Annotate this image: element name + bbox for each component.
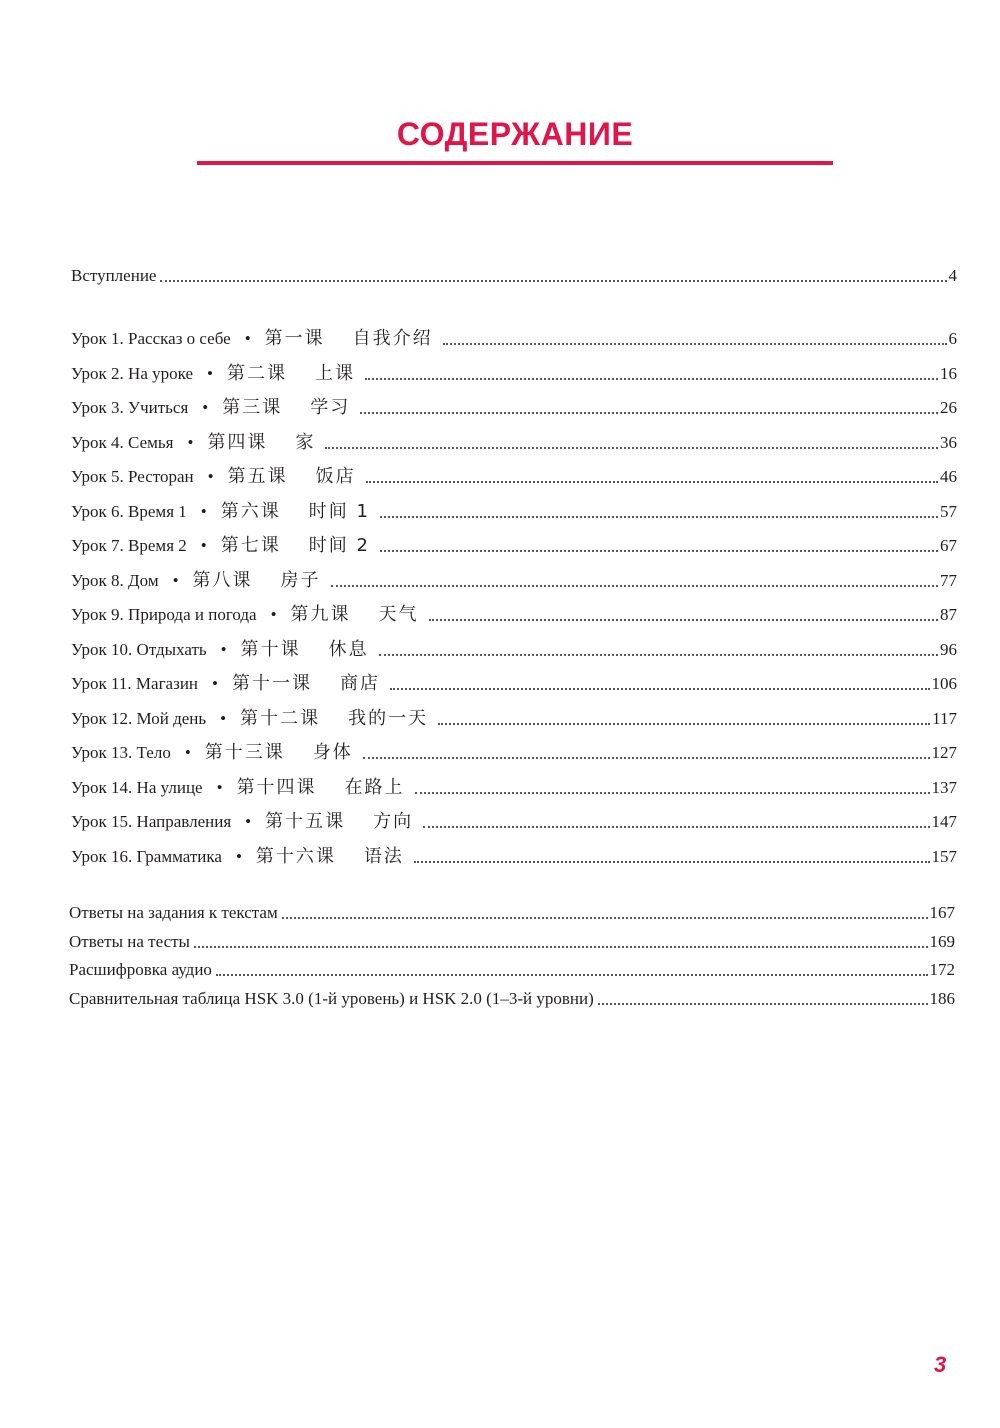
toc-entry-lesson[interactable] [71,635,957,661]
chinese-lesson-number: 第三课 [222,397,283,418]
bullet-separator: • [216,777,223,797]
chinese-lesson-number: 第十一课 [231,673,312,694]
bullet-separator: • [220,639,227,659]
bullet-separator: • [245,812,252,831]
bullet-separator: • [202,398,209,417]
dot-leader [325,447,938,449]
dot-leader [365,378,938,380]
toc-entry-lesson[interactable] [71,359,957,385]
chinese-lesson-title: 房子 [280,569,321,591]
chinese-lesson-title: 语法 [363,845,404,867]
toc-entry-page: 117 [932,708,957,728]
chinese-lesson-number: 第七课 [220,535,281,556]
bullet-separator: • [220,708,227,728]
toc-entry-appendix[interactable] [69,898,955,924]
dot-leader [390,688,930,690]
dot-leader [598,1003,928,1005]
dot-leader [423,826,929,828]
bullet-separator: • [207,467,214,486]
chinese-lesson-title: 天气 [378,604,419,625]
dot-leader [216,974,928,976]
dot-leader [363,757,930,759]
toc-entry-lesson[interactable] [71,566,957,592]
dot-leader [360,412,938,414]
toc-entry-page: 26 [940,398,957,417]
toc-entry-lesson[interactable] [71,324,957,350]
toc-entry-page: 16 [940,363,957,383]
dot-leader [160,280,946,282]
toc-entry-label: Урок 13. Тело [71,743,171,762]
toc-entry-label: Урок 7. Время 2 [71,536,187,555]
dot-leader [379,654,938,656]
toc-entry-label: Урок 8. Дом [71,570,159,590]
toc-entry-lesson[interactable] [71,497,957,523]
dot-leader [429,619,938,621]
page-title: СОДЕРЖАНИЕ [396,116,634,152]
chinese-lesson-number: 第十课 [240,638,301,660]
toc-entry-page: 157 [931,846,957,866]
toc-entry-page: 36 [940,432,957,452]
toc-entry-lesson[interactable] [71,669,957,695]
chinese-lesson-title: 休息 [328,638,369,660]
dot-leader [366,481,938,483]
toc-entry-label: Урок 15. Направления [71,812,232,831]
chinese-lesson-title: 商店 [339,673,380,694]
toc-entry-appendix[interactable] [69,927,955,953]
chinese-lesson-title: 饭店 [315,466,356,487]
toc-entry-page: 169 [929,931,955,951]
toc-entry-page: 186 [929,988,955,1008]
bullet-separator: • [207,363,213,383]
toc-entry-label: Ответы на задания к текстам [69,903,278,922]
chinese-lesson-number: 第九课 [290,604,351,625]
chinese-lesson-number: 第八课 [192,569,253,591]
toc-entry-lesson[interactable] [71,393,957,419]
toc-entry-label: Урок 2. На уроке [71,363,194,383]
bullet-separator: • [270,605,277,624]
dot-leader [331,585,938,587]
chinese-lesson-number: 第四课 [207,431,268,453]
toc-entry-appendix[interactable] [69,984,955,1010]
chinese-lesson-title: 我的一天 [348,707,429,729]
toc-entry-page: 4 [948,266,957,285]
toc-entry-page: 96 [940,639,957,659]
chinese-lesson-title: 方向 [373,811,414,832]
bullet-separator: • [212,674,218,693]
page-number: 3 [934,1352,947,1377]
toc-entry-page: 106 [931,674,957,693]
chinese-lesson-number: 第十三课 [204,742,285,763]
toc-entry-label: Урок 3. Учиться [71,398,189,417]
toc-entry-label: Урок 12. Мой день [71,708,207,728]
toc-entry-page: 77 [940,570,957,590]
toc-entry-page: 167 [929,903,955,922]
chinese-lesson-title: 学习 [310,397,351,418]
toc-entry-label: Расшифровка аудио [69,960,212,979]
bullet-separator: • [172,570,179,590]
dot-leader [282,917,928,919]
toc-entry-lesson[interactable] [71,842,957,868]
bullet-separator: • [200,536,207,555]
toc-entry-page: 57 [940,501,957,521]
chinese-lesson-title: 家 [295,431,316,453]
toc-entry-label: Сравнительная таблица HSK 3.0 (1-й уровень) и HSK 2.0 (1–3-й уровни) [69,988,594,1008]
toc-entry-label: Урок 9. Природа и погода [71,605,257,624]
chinese-lesson-title: 时间 1 [308,500,370,522]
bullet-separator: • [244,329,251,348]
chinese-lesson-title: 时间 2 [308,535,370,556]
toc-entry-appendix[interactable] [69,955,955,981]
dot-leader [443,343,947,345]
toc-entry-page: 137 [931,777,957,797]
chinese-lesson-title: 在路上 [344,776,405,798]
toc-entry-label: Урок 11. Магазин [71,674,199,693]
chinese-lesson-number: 第一课 [264,328,325,349]
bullet-separator: • [184,743,191,762]
toc-entry-label: Ответы на тесты [69,931,190,951]
chinese-lesson-number: 第十五课 [265,811,346,832]
toc-entry-label: Урок 6. Время 1 [71,501,187,521]
toc-entry-label: Урок 16. Грамматика [71,846,222,866]
toc-entry-lesson[interactable] [71,738,957,764]
chinese-lesson-number: 第十二课 [240,707,321,729]
dot-leader [380,550,938,552]
toc-entry-lesson[interactable] [71,807,957,833]
dot-leader [438,723,930,725]
toc-entry-page: 172 [929,960,955,979]
toc-entry-label: Урок 10. Отдыхать [71,639,207,659]
chinese-lesson-number: 第六课 [220,500,281,522]
bullet-separator: • [200,501,207,521]
chinese-lesson-title: 自我介绍 [352,328,433,349]
bullet-separator: • [235,846,242,866]
chinese-lesson-title: 上课 [314,362,355,384]
toc-entry-page: 87 [940,605,957,624]
toc-entry-lesson[interactable] [71,773,957,799]
toc-entry-label: Урок 5. Ресторан [71,467,194,486]
title-underline [197,161,833,165]
toc-entry-lesson[interactable] [71,600,957,626]
toc-entry-label: Урок 14. На улице [71,777,203,797]
dot-leader [414,861,930,863]
bullet-separator: • [187,432,194,452]
toc-entry-page: 67 [940,536,957,555]
chinese-lesson-number: 第二课 [226,362,287,384]
toc-entry-page: 46 [940,467,957,486]
dot-leader [194,946,928,948]
toc-entry-lesson[interactable] [71,531,957,557]
dot-leader [380,516,938,518]
toc-entry-intro[interactable] [71,261,957,287]
toc-entry-label: Урок 4. Семья [71,432,174,452]
toc-entry-page: 147 [931,812,957,831]
chinese-lesson-number: 第五课 [227,466,288,487]
toc-entry-lesson[interactable] [71,428,957,454]
toc-entry-lesson[interactable] [71,704,957,730]
chinese-lesson-title: 身体 [312,742,353,763]
chinese-lesson-number: 第十四课 [236,776,317,798]
toc-entry-page: 6 [948,329,957,348]
toc-entry-page: 127 [931,743,957,762]
chinese-lesson-number: 第十六课 [255,845,336,867]
toc-entry-label: Вступление [71,266,157,285]
toc-entry-lesson[interactable] [71,462,957,488]
dot-leader [415,792,930,794]
toc-entry-label: Урок 1. Рассказ о себе [71,329,231,348]
